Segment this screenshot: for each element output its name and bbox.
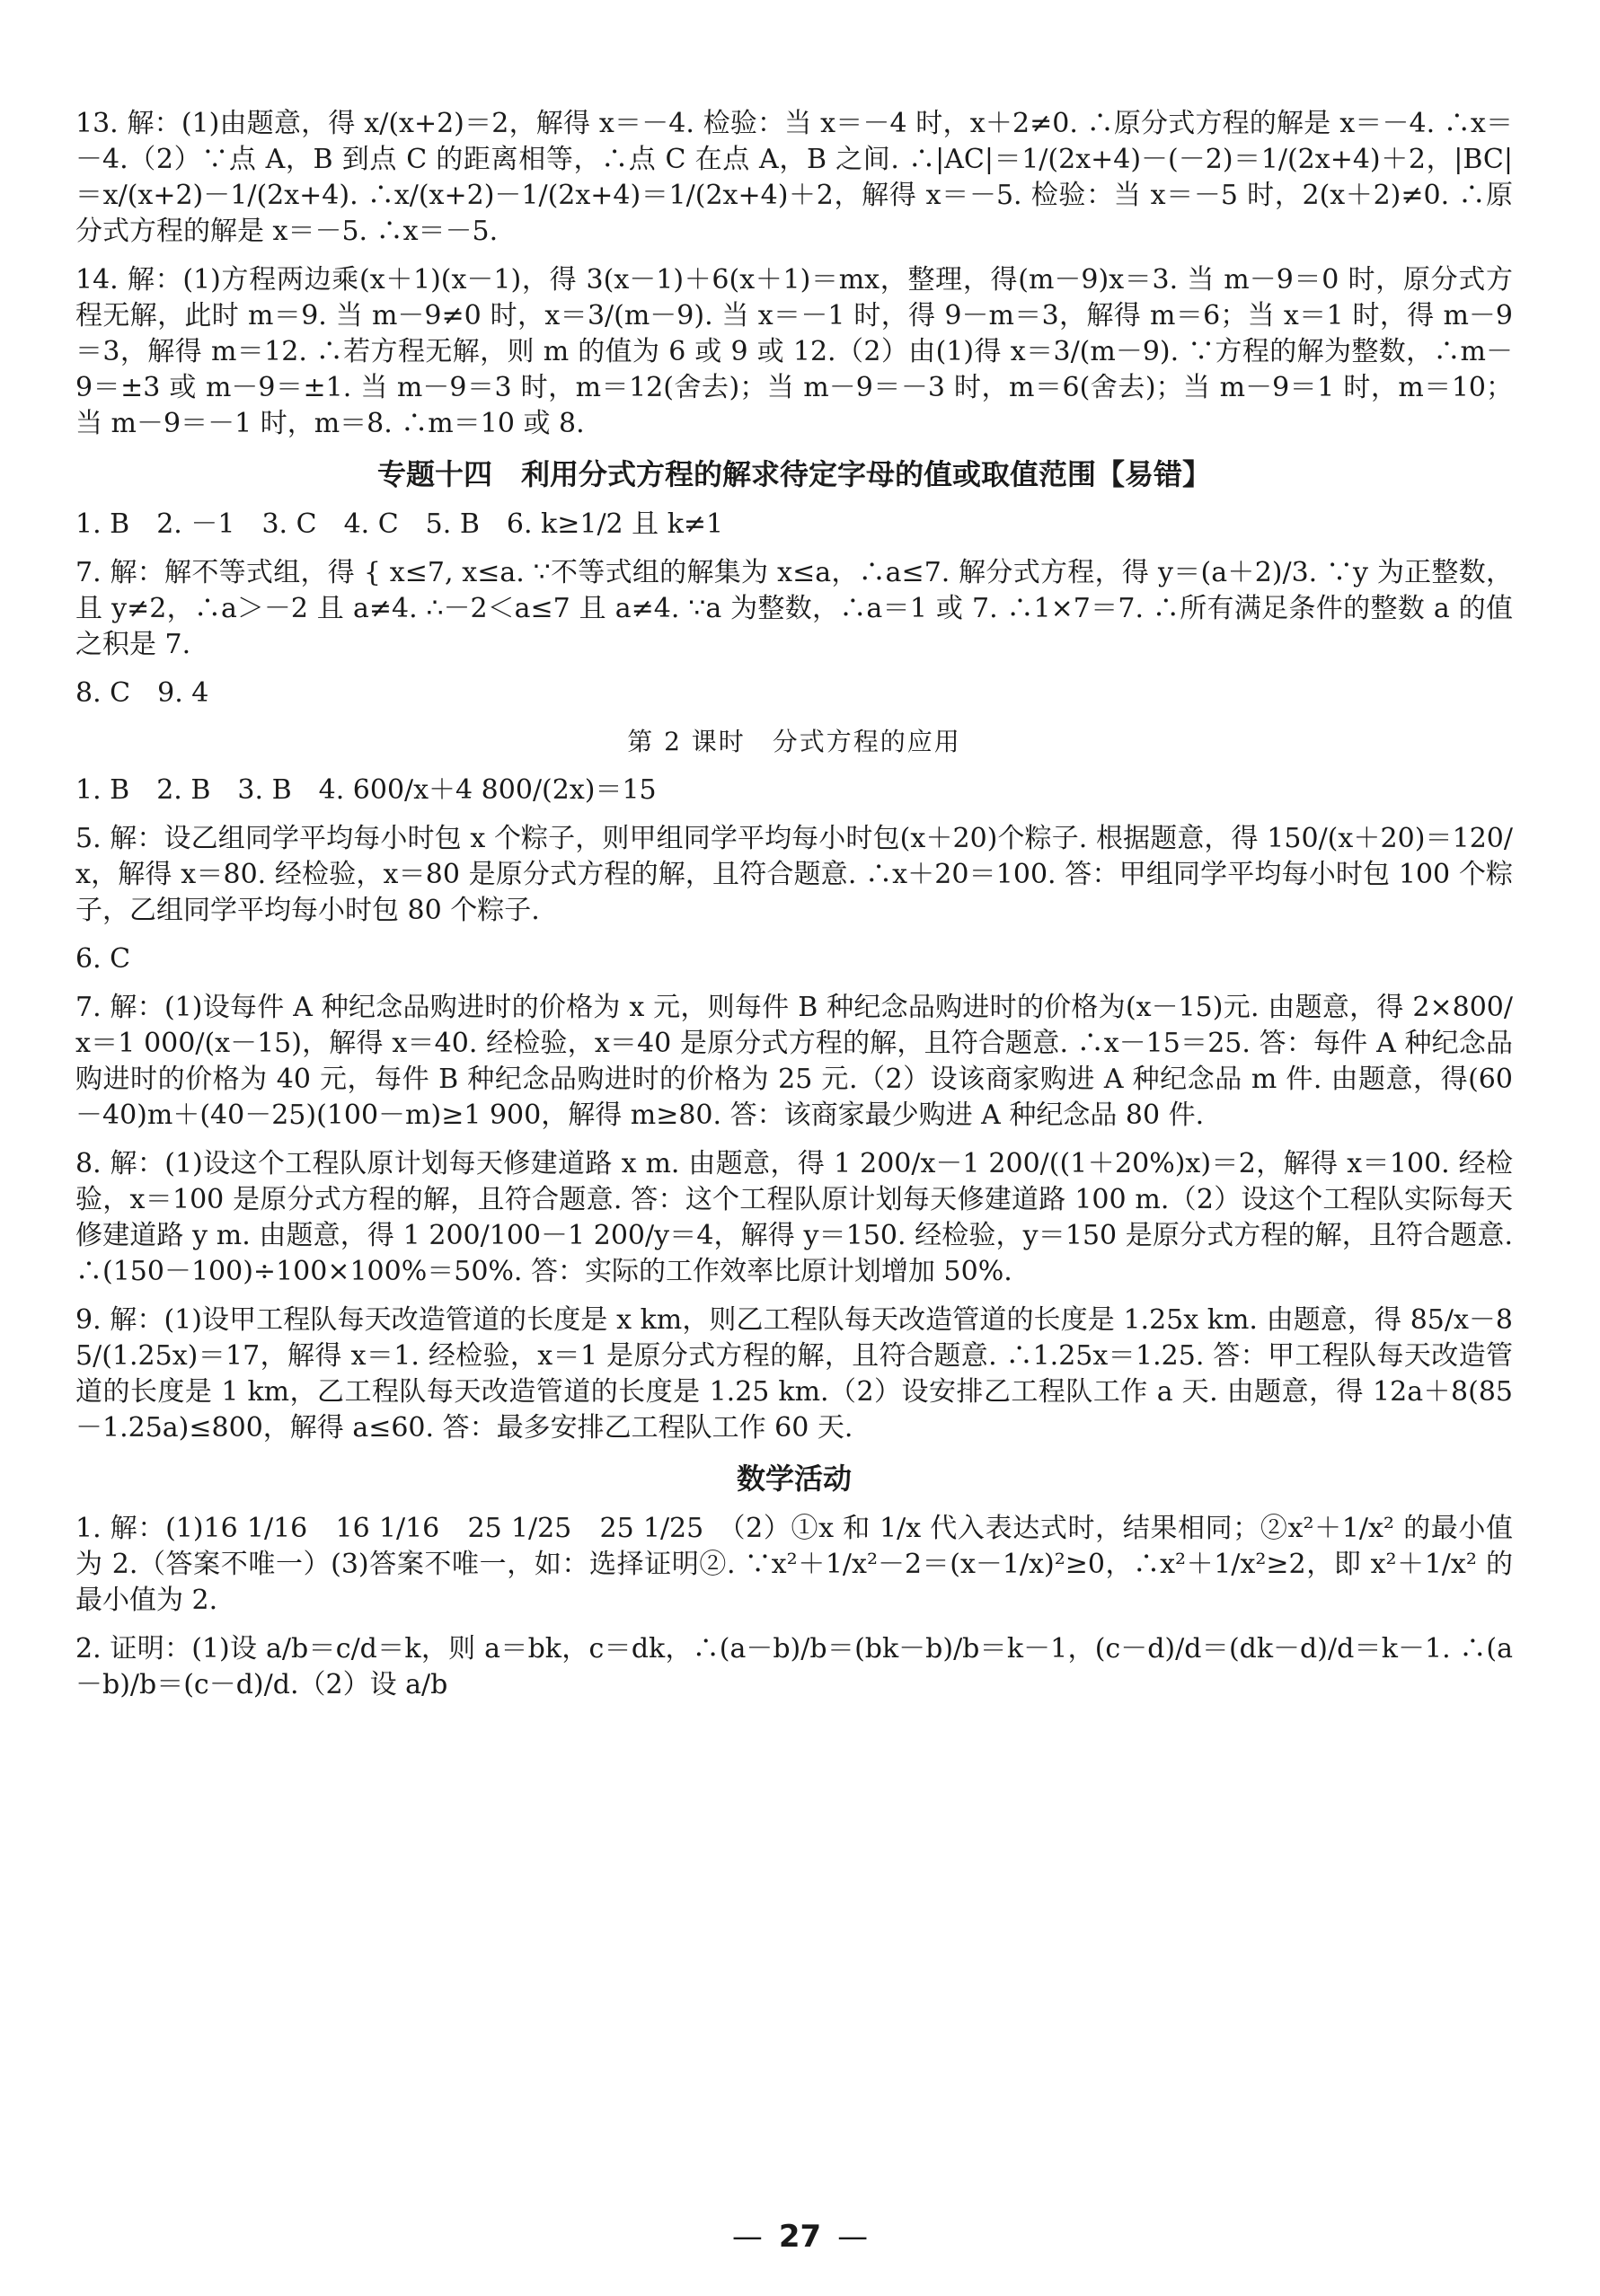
footer-dash-right: — (837, 2219, 869, 2255)
answer-paragraph: 1. 解：(1)16 1/16 16 1/16 25 1/25 25 1/25 （2）①x 和 1/x 代入表达式时，结果相同；②x²＋1/x² 的最小值为 2.（答案不唯一）(3)答案不唯一，如：选择证明②. ∵x²＋1/x²－2＝(x－1/x)²≥0，∴x²＋1/x²≥2，即 x²＋1/x² 的最小值为 2. (75, 1513, 1513, 1616)
answer-paragraph: 7. 解：解不等式组，得 { x≤7, x≤a. ∵不等式组的解集为 x≤a，∴a≤7. 解分式方程，得 y＝(a＋2)/3. ∵y 为正整数，且 y≠2，∴a＞－2 且 a≠4. ∴－2＜a≤7 且 a≠4. ∵a 为整数，∴a＝1 或 7. ∴1×7＝7. ∴所有满足条件的整数 a 的值之积是 7. (75, 557, 1513, 660)
page-number-footer (0, 2219, 1600, 2255)
answer-paragraph: 1. B 2. B 3. B 4. 600/x＋4 800/(2x)＝15 (75, 774, 657, 806)
answer-paragraph: 2. 证明：(1)设 a/b＝c/d＝k，则 a＝bk，c＝dk，∴(a－b)/b＝(bk－b)/b＝k－1，(c－d)/d＝(dk－d)/d＝k－1. ∴(a－b)/b＝(c－d)/d.（2）设 a/b (75, 1633, 1513, 1700)
lesson-subtitle: 第 2 课时 分式方程的应用 (627, 727, 961, 756)
page-number: 27 (778, 2219, 822, 2255)
section-title: 专题十四 利用分式方程的解求待定字母的值或取值范围【易错】 (376, 457, 1211, 491)
answer-paragraph: 1. B 2. －1 3. C 4. C 5. B 6. k≥1/2 且 k≠1 (75, 508, 724, 540)
answer-paragraph: 9. 解：(1)设甲工程队每天改造管道的长度是 x km，则乙工程队每天改造管道的长度是 1.25x km. 由题意，得 85/x－85/(1.25x)＝17，解得 x＝1. 经检验，x＝1 是原分式方程的解，且符合题意. ∴1.25x＝1.25. 答：甲工程队每天改造管道的长度是 1 km，乙工程队每天改造管道的长度是 1.25 km.（2）设安排乙工程队工作 a 天. 由题意，得 12a＋8(85－1.25a)≤800，解得 a≤60. 答：最多安排乙工程队工作 60 天. (75, 1304, 1513, 1444)
answer-paragraph: 7. 解：(1)设每件 A 种纪念品购进时的价格为 x 元，则每件 B 种纪念品购进时的价格为(x－15)元. 由题意，得 2×800/x＝1 000/(x－15)，解得 x＝40. 经检验，x＝40 是原分式方程的解，且符合题意. ∴x－15＝25. 答：每件 A 种纪念品购进时的价格为 40 元，每件 B 种纪念品购进时的价格为 25 元.（2）设该商家购进 A 种纪念品 m 件. 由题意，得(60－40)m＋(40－25)(100－m)≥1 900，解得 m≥80. 答：该商家最少购进 A 种纪念品 80 件. (75, 992, 1513, 1131)
answer-paragraph: 8. C 9. 4 (75, 677, 209, 709)
answer-paragraph: 13. 解：(1)由题意，得 x/(x+2)＝2，解得 x＝－4. 检验：当 x＝－4 时，x＋2≠0. ∴原分式方程的解是 x＝－4. ∴x＝－4.（2）∵点 A，B 到点 C 的距离相等，∴点 C 在点 A，B 之间. ∴|AC|＝1/(2x+4)－(－2)＝1/(2x+4)＋2，|BC|＝x/(x+2)－1/(2x+4). ∴x/(x+2)－1/(2x+4)＝1/(2x+4)＋2，解得 x＝－5. 检验：当 x＝－5 时，2(x＋2)≠0. ∴原分式方程的解是 x＝－5. ∴x＝－5. (75, 108, 1513, 247)
answer-paragraph: 8. 解：(1)设这个工程队原计划每天修建道路 x m. 由题意，得 1 200/x－1 200/((1＋20%)x)＝2，解得 x＝100. 经检验，x＝100 是原分式方程的解，且符合题意. 答：这个工程队原计划每天修建道路 100 m.（2）设这个工程队实际每天修建道路 y m. 由题意，得 1 200/100－1 200/y＝4，解得 y＝150. 经检验，y＝150 是原分式方程的解，且符合题意. ∴(150－100)÷100×100%＝50%. 答：实际的工作效率比原计划增加 50%. (75, 1148, 1522, 1287)
section-title: 数学活动 (736, 1461, 852, 1496)
answer-paragraph: 5. 解：设乙组同学平均每小时包 x 个粽子，则甲组同学平均每小时包(x＋20)个粽子. 根据题意，得 150/(x＋20)＝120/x，解得 x＝80. 经检验，x＝80 是原分式方程的解，且符合题意. ∴x＋20＝100. 答：甲组同学平均每小时包 100 个粽子，乙组同学平均每小时包 80 个粽子. (75, 823, 1513, 926)
answer-paragraph: 14. 解：(1)方程两边乘(x＋1)(x－1)，得 3(x－1)＋6(x＋1)＝mx，整理，得(m－9)x＝3. 当 m－9＝0 时，原分式方程无解，此时 m＝9. 当 m－9≠0 时，x＝3/(m－9). 当 x＝－1 时，得 9－m＝3，解得 m＝6；当 x＝1 时，得 m－9＝3，解得 m＝12. ∴若方程无解，则 m 的值为 6 或 9 或 12.（2）由(1)得 x＝3/(m－9). ∵方程的解为整数，∴m－9＝±3 或 m－9＝±1. 当 m－9＝3 时，m＝12(舍去)；当 m－9＝－3 时，m＝6(舍去)；当 m－9＝1 时，m＝10；当 m－9＝－1 时，m＝8. ∴m＝10 或 8. (75, 264, 1513, 439)
answer-paragraph: 6. C (75, 943, 131, 975)
answer-content (75, 106, 1522, 1716)
footer-dash-left: — (731, 2219, 763, 2255)
